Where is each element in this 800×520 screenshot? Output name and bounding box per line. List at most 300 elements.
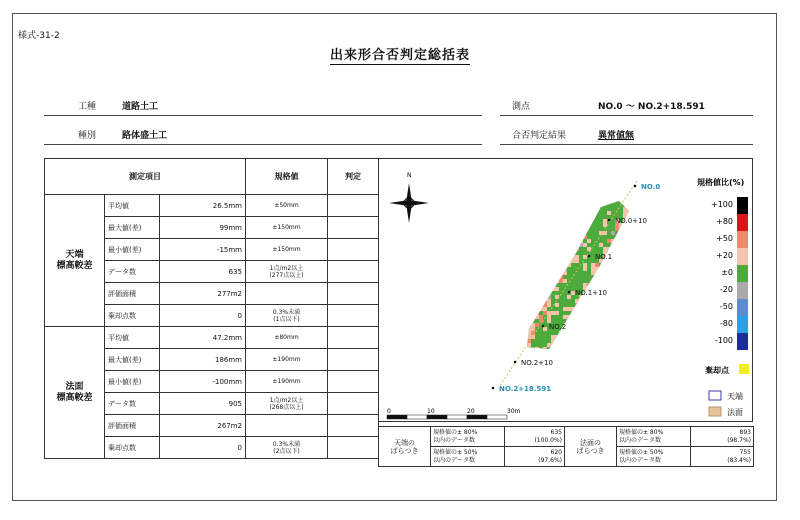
heatmap-cell — [603, 275, 607, 279]
heatmap-cell — [595, 215, 599, 219]
heatmap-cell — [627, 227, 631, 231]
heatmap-cell — [563, 211, 567, 215]
row1-label: 規格値の± 80% 以内のデータ数 — [431, 427, 505, 447]
heatmap-cell — [603, 219, 607, 223]
heatmap-cell — [627, 331, 631, 335]
heatmap-cell — [599, 271, 603, 275]
heatmap-cell — [535, 275, 539, 279]
heatmap-cell — [603, 315, 607, 319]
heatmap-cell — [571, 343, 575, 347]
heatmap-cell — [571, 303, 575, 307]
heatmap-cell — [559, 199, 563, 203]
heatmap-cell — [575, 347, 579, 351]
heatmap-cell — [615, 271, 619, 275]
heatmap-cell — [547, 351, 551, 355]
heatmap-cell — [599, 307, 603, 311]
heatmap-cell — [547, 251, 551, 255]
heatmap-cell — [623, 267, 627, 271]
cell-spec: ±150mm — [246, 239, 328, 261]
heatmap-cell — [627, 243, 631, 247]
heatmap-cell — [571, 351, 575, 355]
heatmap-cell — [607, 319, 611, 323]
heatmap-cell — [599, 275, 603, 279]
heatmap-cell — [571, 223, 575, 227]
heatmap-cell — [543, 227, 547, 231]
heatmap-cell — [551, 223, 555, 227]
heatmap-cell — [611, 231, 615, 235]
heatmap-cell — [551, 295, 555, 299]
heatmap-cell — [575, 203, 579, 207]
heatmap-cell — [567, 311, 571, 315]
heatmap-cell — [551, 247, 555, 251]
heatmap-cell — [603, 335, 607, 339]
heatmap-cell — [531, 287, 535, 291]
cell-judge — [328, 217, 379, 239]
heatmap-cell — [599, 283, 603, 287]
heatmap-cell — [547, 247, 551, 251]
heatmap-cell — [527, 247, 531, 251]
heatmap-cell — [623, 339, 627, 343]
heatmap-cell — [579, 323, 583, 327]
heatmap-cell — [603, 263, 607, 267]
station-marker — [634, 185, 637, 188]
heatmap-cell — [535, 219, 539, 223]
heatmap-cell — [607, 343, 611, 347]
north-label: N — [407, 172, 412, 179]
scale-label: 20 — [467, 408, 475, 415]
heatmap-cell — [551, 227, 555, 231]
heatmap-cell — [591, 227, 595, 231]
heatmap-cell — [623, 235, 627, 239]
heatmap-cell — [527, 291, 531, 295]
heatmap-cell — [531, 271, 535, 275]
heatmap-cell — [543, 271, 547, 275]
heatmap-cell — [539, 223, 543, 227]
heatmap-cell — [579, 211, 583, 215]
heatmap-cell — [587, 331, 591, 335]
heatmap-cell — [579, 207, 583, 211]
judge-value: 異常値無 — [598, 131, 635, 141]
heatmap-cell — [631, 299, 635, 303]
heatmap-cell — [543, 295, 547, 299]
heatmap-cell — [551, 215, 555, 219]
heatmap-cell — [599, 319, 603, 323]
heatmap-cell — [603, 271, 607, 275]
heatmap-cell — [587, 263, 591, 267]
reject-swatch — [739, 364, 749, 374]
heatmap-cell — [627, 255, 631, 259]
heatmap-cell — [571, 231, 575, 235]
heatmap-cell — [631, 291, 635, 295]
heatmap-cell — [531, 307, 535, 311]
heatmap-cell — [535, 223, 539, 227]
heatmap-cell — [583, 243, 587, 247]
heatmap-cell — [587, 275, 591, 279]
cell-judge — [328, 239, 379, 261]
heatmap-cell — [591, 315, 595, 319]
heatmap-cell — [587, 319, 591, 323]
heatmap-cell — [583, 327, 587, 331]
heatmap-cell — [535, 291, 539, 295]
heatmap-cell — [571, 219, 575, 223]
heatmap-cell — [627, 323, 631, 327]
cell-spec — [246, 415, 328, 437]
heatmap-cell — [535, 335, 539, 339]
heatmap-cell — [559, 207, 563, 211]
header-rule — [500, 144, 753, 145]
heatmap-cell — [587, 259, 591, 263]
row2-label: 規格値の± 50% 以内のデータ数 — [431, 447, 505, 467]
station-label: NO.1+10 — [575, 289, 607, 297]
heatmap-cell — [587, 303, 591, 307]
heatmap-cell — [551, 299, 555, 303]
cell-item: 最小値(差) — [105, 371, 160, 393]
heatmap-cell — [611, 279, 615, 283]
heatmap-cell — [559, 331, 563, 335]
heatmap-cell — [547, 211, 551, 215]
heatmap-cell — [575, 219, 579, 223]
cell-value: 0 — [160, 437, 246, 459]
station-marker — [608, 219, 611, 222]
heatmap-cell — [627, 279, 631, 283]
heatmap-cell — [587, 203, 591, 207]
heatmap-cell — [519, 271, 523, 275]
heatmap-cell — [595, 219, 599, 223]
heatmap-cell — [527, 283, 531, 287]
heatmap-cell — [527, 243, 531, 247]
heatmap-cell — [539, 295, 543, 299]
heatmap-cell — [555, 255, 559, 259]
heatmap-cell — [539, 335, 543, 339]
heatmap-cell — [567, 303, 571, 307]
heatmap-cell — [631, 283, 635, 287]
heatmap-cell — [523, 331, 527, 335]
table-header-row — [45, 159, 379, 195]
heatmap-cell — [591, 335, 595, 339]
heatmap-cell — [547, 275, 551, 279]
heatmap-cell — [519, 279, 523, 283]
heatmap-cell — [551, 271, 555, 275]
heatmap-cell — [531, 315, 535, 319]
heatmap-cell — [531, 199, 535, 203]
legend-label: -20 — [719, 285, 733, 294]
heatmap-cell — [539, 203, 543, 207]
heatmap-cell — [543, 279, 547, 283]
heatmap-cell — [519, 307, 523, 311]
heatmap-cell — [587, 219, 591, 223]
cell-judge — [328, 415, 379, 437]
heatmap-cell — [551, 331, 555, 335]
legend-label: -50 — [719, 302, 733, 311]
heatmap-cell — [551, 315, 555, 319]
heatmap-cell — [583, 351, 587, 355]
heatmap-cell — [551, 351, 555, 355]
heatmap-cell — [603, 267, 607, 271]
scale-segment — [387, 415, 407, 419]
heatmap-cell — [631, 279, 635, 283]
heatmap-cell — [535, 311, 539, 315]
heatmap-cell — [599, 279, 603, 283]
heatmap-cell — [579, 255, 583, 259]
heatmap-cell — [551, 219, 555, 223]
heatmap-cell — [535, 323, 539, 327]
heatmap-cell — [595, 299, 599, 303]
legend-label: -100 — [714, 336, 733, 345]
heatmap-cell — [523, 267, 527, 271]
heatmap-cell — [631, 263, 635, 267]
cell-item: 平均値 — [105, 327, 160, 349]
heatmap-cell — [543, 275, 547, 279]
heatmap-cell — [535, 203, 539, 207]
heatmap-cell — [567, 295, 571, 299]
heatmap-cell — [607, 307, 611, 311]
heatmap-cell — [587, 327, 591, 331]
dispersion-table — [378, 426, 754, 467]
heatmap-cell — [555, 263, 559, 267]
heatmap-cell — [599, 243, 603, 247]
heatmap-cell — [575, 207, 579, 211]
heatmap-cell — [603, 311, 607, 315]
heatmap-cell — [559, 307, 563, 311]
heatmap-cell — [519, 199, 523, 203]
heatmap-cell — [527, 315, 531, 319]
heatmap-cell — [547, 255, 551, 259]
station-label: NO.1 — [595, 253, 613, 261]
heatmap-cell — [531, 247, 535, 251]
heatmap-cell — [547, 215, 551, 219]
heatmap-cell — [555, 231, 559, 235]
heatmap-cell — [535, 255, 539, 259]
heatmap-cell — [523, 231, 527, 235]
heatmap-cell — [535, 215, 539, 219]
heatmap-cell — [587, 247, 591, 251]
heatmap-svg — [379, 159, 754, 423]
heatmap-cell — [595, 223, 599, 227]
heatmap-cell — [583, 215, 587, 219]
heatmap-cell — [527, 351, 531, 355]
heatmap-cell — [579, 327, 583, 331]
heatmap-cell — [615, 339, 619, 343]
heatmap-cell — [627, 275, 631, 279]
heatmap-cell — [563, 235, 567, 239]
heatmap-cell — [591, 211, 595, 215]
heatmap-cell — [619, 351, 623, 355]
heatmap-cell — [583, 235, 587, 239]
heatmap-cell — [619, 307, 623, 311]
heatmap-cell — [607, 303, 611, 307]
heatmap-cell — [607, 339, 611, 343]
heatmap-cell — [607, 227, 611, 231]
heatmap-cell — [535, 303, 539, 307]
heatmap-cell — [559, 267, 563, 271]
heatmap-cell — [603, 299, 607, 303]
heatmap-cell — [543, 331, 547, 335]
heatmap-cell — [615, 279, 619, 283]
heatmap-cell — [539, 215, 543, 219]
heatmap-cell — [571, 335, 575, 339]
heatmap-cell — [615, 263, 619, 267]
cell-judge — [328, 393, 379, 415]
heatmap-cell — [547, 271, 551, 275]
cell-judge — [328, 437, 379, 459]
heatmap-cell — [559, 263, 563, 267]
heatmap-cell — [559, 203, 563, 207]
heatmap-cell — [575, 259, 579, 263]
heatmap-cell — [603, 343, 607, 347]
heatmap-cell — [627, 299, 631, 303]
station-label: NO.2+10 — [521, 359, 553, 367]
heatmap-cell — [623, 275, 627, 279]
heatmap-cell — [591, 299, 595, 303]
heatmap-cell — [543, 223, 547, 227]
heatmap-cell — [527, 271, 531, 275]
cell-item: データ数 — [105, 261, 160, 283]
heatmap-cell — [547, 283, 551, 287]
heatmap-cell — [627, 283, 631, 287]
heatmap-cell — [595, 199, 599, 203]
heatmap-cell — [523, 279, 527, 283]
heatmap-cell — [591, 319, 595, 323]
heatmap-cell — [543, 291, 547, 295]
heatmap-cell — [623, 331, 627, 335]
heatmap-cell — [555, 307, 559, 311]
heatmap-cell — [623, 287, 627, 291]
heatmap-cell — [587, 347, 591, 351]
cell-value: 99mm — [160, 217, 246, 239]
heatmap-cell — [555, 339, 559, 343]
cell-item: 最小値(差) — [105, 239, 160, 261]
heatmap-cell — [623, 291, 627, 295]
heatmap-cell — [531, 235, 535, 239]
heatmap-cell — [627, 247, 631, 251]
heatmap-cell — [527, 347, 531, 351]
heatmap-cell — [555, 315, 559, 319]
norimen-50-value: 755 (83.4%) — [691, 447, 754, 467]
heatmap-cell — [539, 283, 543, 287]
heatmap-cell — [519, 223, 523, 227]
heatmap-cell — [531, 223, 535, 227]
heatmap-cell — [539, 343, 543, 347]
heatmap-cell — [615, 335, 619, 339]
heatmap-cell — [571, 323, 575, 327]
heatmap-cell — [563, 267, 567, 271]
heatmap-cell — [519, 215, 523, 219]
heatmap-cell — [551, 335, 555, 339]
heatmap-cell — [595, 351, 599, 355]
cell-item: 棄却点数 — [105, 437, 160, 459]
heatmap-cell — [575, 315, 579, 319]
heatmap-cell — [559, 347, 563, 351]
heatmap-cell — [607, 287, 611, 291]
heatmap-cell — [619, 319, 623, 323]
heatmap-cell — [623, 255, 627, 259]
heatmap-cell — [539, 231, 543, 235]
heatmap-cell — [611, 227, 615, 231]
heatmap-cell — [563, 215, 567, 219]
heatmap-cell — [571, 315, 575, 319]
heatmap-cell — [563, 223, 567, 227]
heatmap-cell — [543, 343, 547, 347]
heatmap-cell — [551, 235, 555, 239]
heatmap-cell — [527, 199, 531, 203]
heatmap-cell — [551, 311, 555, 315]
heatmap-cell — [559, 311, 563, 315]
heatmap-cell — [523, 287, 527, 291]
heatmap-cell — [543, 263, 547, 267]
scale-segment — [487, 415, 507, 419]
heatmap-cell — [603, 207, 607, 211]
heatmap-cell — [531, 203, 535, 207]
heatmap-cell — [523, 275, 527, 279]
heatmap-cell — [615, 291, 619, 295]
heatmap-cell — [611, 303, 615, 307]
heatmap-cell — [519, 247, 523, 251]
station-marker — [542, 325, 545, 328]
heatmap-cell — [571, 339, 575, 343]
heatmap-cell — [555, 227, 559, 231]
heatmap-cell — [527, 215, 531, 219]
heatmap-cell — [603, 331, 607, 335]
heatmap-cell — [563, 207, 567, 211]
heatmap-cell — [563, 219, 567, 223]
header-rule — [44, 115, 482, 116]
heatmap-cell — [567, 215, 571, 219]
heatmap-cell — [587, 351, 591, 355]
header-rule — [44, 144, 482, 145]
heatmap-cell — [543, 199, 547, 203]
heatmap-cell — [575, 231, 579, 235]
heatmap-cell — [531, 251, 535, 255]
heatmap-cell — [619, 279, 623, 283]
heatmap-cell — [627, 263, 631, 267]
legend-swatch — [737, 282, 748, 299]
heatmap-cell — [615, 235, 619, 239]
heatmap-cell — [563, 307, 567, 311]
heatmap-cell — [523, 259, 527, 263]
scale-segment — [427, 415, 447, 419]
heatmap-cell — [547, 315, 551, 319]
heatmap-cell — [631, 255, 635, 259]
heatmap-cell — [583, 231, 587, 235]
heatmap-cell — [607, 347, 611, 351]
group-label-line2: 標高較差 — [56, 260, 93, 271]
heatmap-cell — [607, 263, 611, 267]
heatmap-cell — [631, 311, 635, 315]
heatmap-cell — [567, 335, 571, 339]
heatmap-cell — [623, 299, 627, 303]
heatmap-cell — [527, 331, 531, 335]
heatmap-cell — [575, 335, 579, 339]
heatmap-cell — [567, 227, 571, 231]
heatmap-cell — [551, 283, 555, 287]
heatmap-cell — [599, 267, 603, 271]
heatmap-cell — [619, 291, 623, 295]
heatmap-cell — [555, 219, 559, 223]
heatmap-cell — [607, 271, 611, 275]
heatmap-cell — [631, 199, 635, 203]
heatmap-cell — [543, 243, 547, 247]
heatmap-cell — [523, 227, 527, 231]
heatmap-cell — [571, 331, 575, 335]
heatmap-cell — [587, 299, 591, 303]
heatmap-cell — [563, 243, 567, 247]
heatmap-cell — [575, 223, 579, 227]
heatmap-cell — [587, 211, 591, 215]
heatmap-cell — [535, 339, 539, 343]
heatmap-cell — [571, 347, 575, 351]
heatmap-cell — [623, 239, 627, 243]
heatmap-cell — [527, 251, 531, 255]
